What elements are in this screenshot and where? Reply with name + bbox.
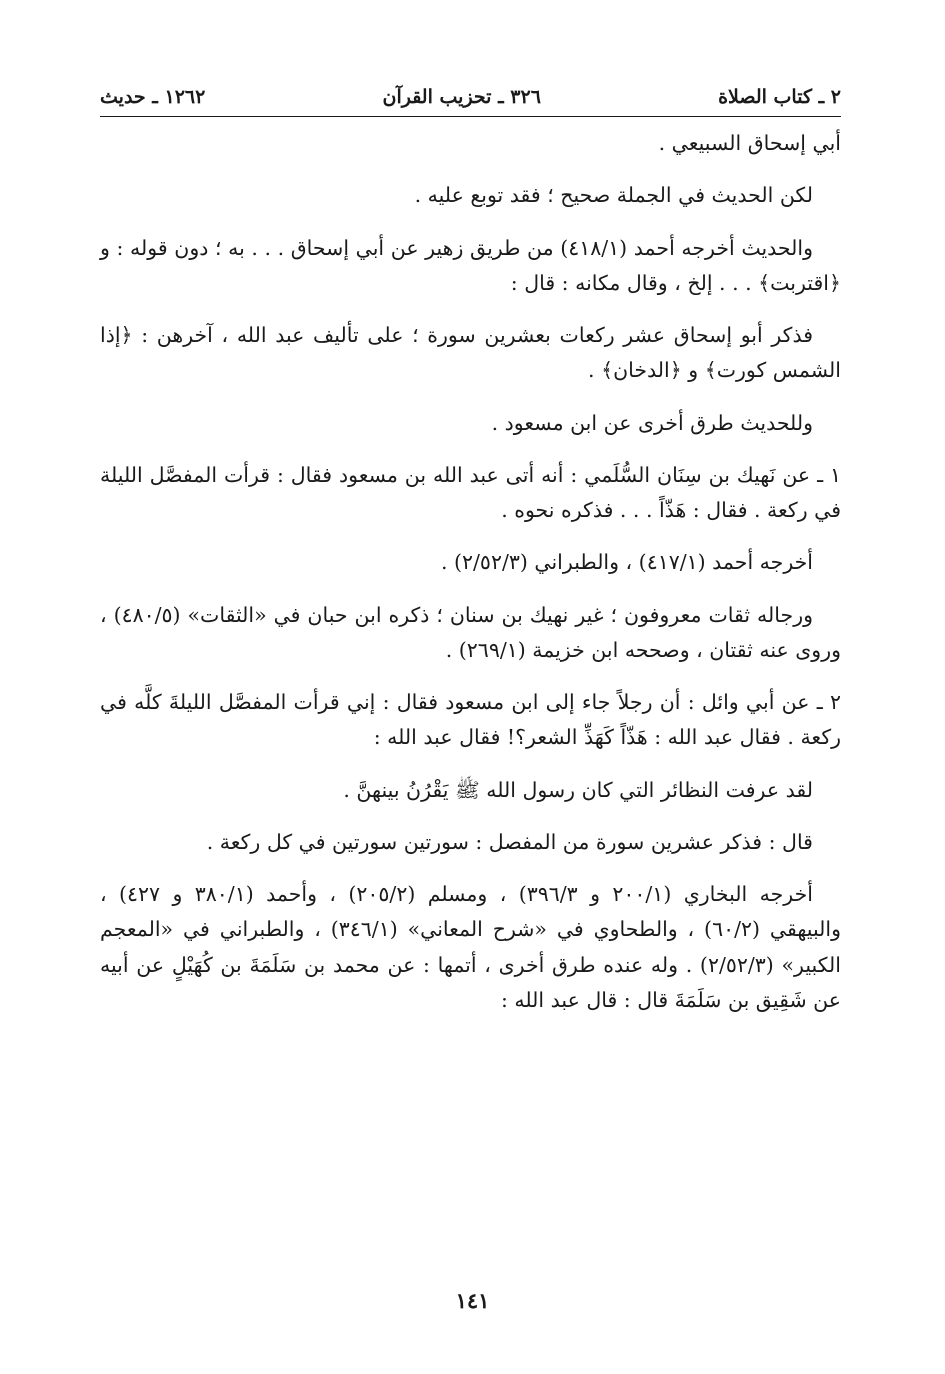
header-section: ٣٢٦ ـ تحزيب القرآن [382, 86, 541, 108]
paragraph-numbered: ١ ـ عن نَهيك بن سِنَان السُّلَمي : أنه أتى عبد الله بن مسعود فقال : قرأت المفصَّل الليلة في ركعة . فقال : هَذّاً . . . فذكره نحوه . [100, 462, 841, 522]
paragraph: لكن الحديث في الجملة صحيح ؛ فقد توبع عليه . [414, 183, 813, 208]
paragraph-continuation: أبي إسحاق السبيعي . [658, 131, 841, 155]
paragraph: أخرجه أحمد (٤١٧/١) ، والطبراني (٢/٥٢/٣) . [440, 550, 813, 575]
paragraph-numbered: ٢ ـ عن أبي وائل : أن رجلاً جاء إلى ابن مسعود فقال : إني قرأت المفصَّل الليلةَ كلَّه في ركعة . فقال عبد الله : هَذّاً كَهَذِّ الشعر؟! فقال عبد الله : [100, 690, 841, 750]
paragraph: والحديث أخرجه أحمد (٤١٨/١) من طريق زهير عن أبي إسحاق . . . به ؛ دون قوله : و ﴿اقتربت﴾ . . . إلخ ، وقال مكانه : قال : [100, 235, 841, 295]
paragraph: فذكر أبو إسحاق عشر ركعات بعشرين سورة ؛ على تأليف عبد الله ، آخرهن : ﴿إذا الشمس كورت﴾ و ﴿الدخان﴾ . [100, 323, 841, 383]
paragraph: قال : فذكر عشرين سورة من المفصل : سورتين سورتين في كل ركعة . [206, 829, 813, 854]
paragraph: ورجاله ثقات معروفون ؛ غير نهيك بن سنان ؛ ذكره ابن حبان في «الثقات» (٤٨٠/٥) ، وروى عنه ثقتان ، وصححه ابن خزيمة (٢٦٩/١) . [100, 602, 841, 662]
header-rule [100, 116, 841, 117]
paragraph: أخرجه البخاري (٢٠٠/١ و ٣٩٦/٣) ، ومسلم (٢٠٥/٢) ، وأحمد (٣٨٠/١ و ٤٢٧) ، والبيهقي (٦٠/٢) ، والطحاوي في «شرح المعاني» (٣٤٦/١) ، والطبراني في «المعجم الكبير» (٢/٥٢/٣) . وله عنده طرق أخرى ، أتمها : عن محمد بن سَلَمَةَ بن كُهَيْلٍ عن أبيه عن شَقِيق بن سَلَمَةَ قال : قال عبد الله : [100, 882, 842, 1012]
header-chapter: ٢ ـ كتاب الصلاة [718, 86, 841, 108]
page-body [100, 126, 841, 1035]
running-header [100, 80, 841, 114]
page-number: ١٤١ [455, 1288, 490, 1313]
paragraph: لقد عرفت النظائر التي كان رسول الله ﷺ يَقْرُنُ بينهنَّ . [343, 777, 813, 802]
header-hadith-number: ١٢٦٢ ـ حديث [100, 86, 206, 108]
paragraph: وللحديث طرق أخرى عن ابن مسعود . [491, 410, 813, 435]
